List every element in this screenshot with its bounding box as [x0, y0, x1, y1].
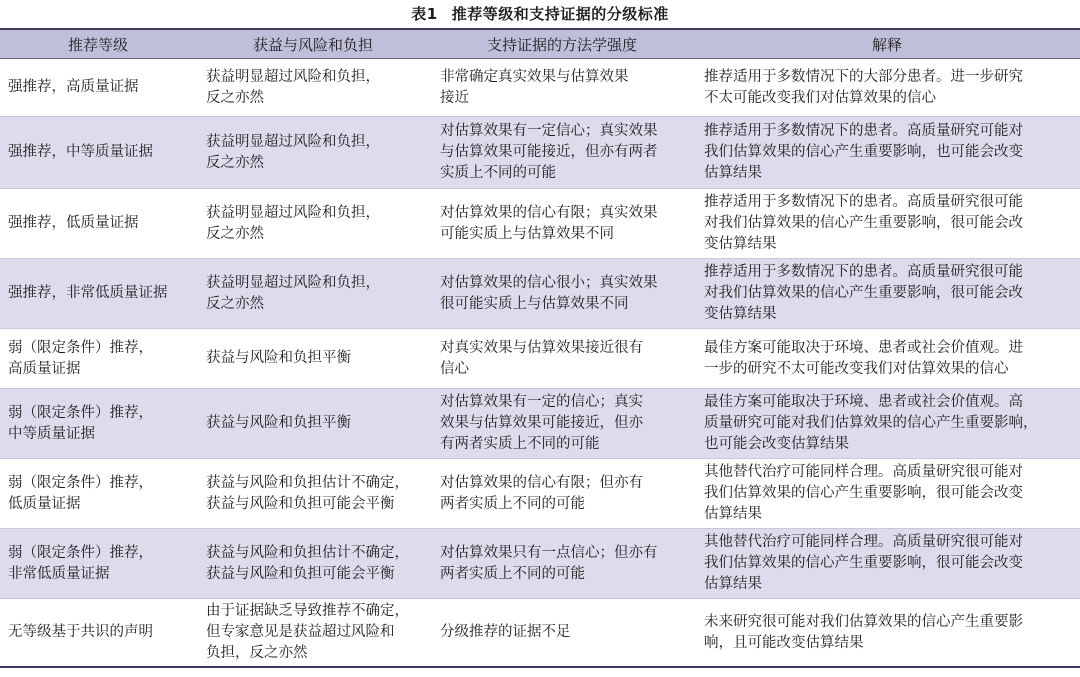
grading-table: [0, 28, 1080, 668]
table-row: [0, 189, 1080, 259]
cell-line: 信心: [440, 360, 469, 377]
cell-line: 低质量证据: [8, 495, 81, 512]
benefit-cell: [196, 329, 430, 389]
cell-line: 获益明显超过风险和负担，: [206, 133, 380, 150]
cell-line: 分级推荐的证据不足: [440, 624, 571, 640]
cell-line: 我们估算效果的信心产生重要影响，也可能会改变: [704, 144, 1023, 160]
cell-line: 一步的研究不太可能改变我们对估算效果的信心: [704, 360, 1009, 377]
evidence-cell: [430, 389, 694, 459]
cell-line: 获益与风险和负担平衡: [206, 350, 351, 366]
cell-line: 也可能会改变估算结果: [704, 436, 849, 452]
evidence-cell: [430, 259, 694, 329]
cell-line: 估算结果: [704, 506, 762, 522]
cell-line: 其他替代治疗可能同样合理。高质量研究很可能对: [704, 534, 1023, 550]
benefit-cell: [196, 189, 430, 259]
cell-line: 获益与风险和负担可能会平衡: [206, 495, 395, 512]
cell-line: 估算结果: [704, 165, 762, 181]
cell-line: 很可能实质上与估算效果不同: [440, 295, 629, 312]
cell-line: 变估算结果: [704, 236, 777, 252]
cell-line: 可能实质上与估算效果不同: [440, 225, 614, 242]
cell-line: 反之亦然: [206, 89, 264, 106]
table-title: 推荐等级和支持证据的分级标准: [451, 5, 669, 23]
header-interpretation: 解释: [694, 29, 1080, 59]
table-caption: [0, 0, 1080, 28]
cell-line: 两者实质上不同的可能: [440, 495, 585, 512]
cell-line: 强推荐，中等质量证据: [8, 144, 153, 160]
grade-cell: [0, 259, 196, 329]
table-body: [0, 59, 1080, 668]
cell-line: 估算结果: [704, 576, 762, 592]
table-number: 表1: [411, 5, 438, 23]
grade-cell: [0, 59, 196, 117]
cell-line: 质量研究可能对我们估算效果的信心产生重要影响，: [704, 415, 1038, 431]
cell-line: 两者实质上不同的可能: [440, 565, 585, 582]
cell-line: 弱（限定条件）推荐，: [8, 544, 153, 561]
interpretation-cell: [694, 529, 1080, 599]
grade-cell: [0, 599, 196, 668]
benefit-cell: [196, 259, 430, 329]
benefit-cell: [196, 459, 430, 529]
cell-line: 获益与风险和负担估计不确定，: [206, 474, 409, 491]
grade-cell: [0, 189, 196, 259]
cell-line: 有两者实质上不同的可能: [440, 436, 600, 452]
evidence-cell: [430, 59, 694, 117]
grade-cell: [0, 117, 196, 189]
benefit-cell: [196, 117, 430, 189]
cell-line: 但专家意见是获益超过风险和: [206, 624, 395, 640]
table-row: [0, 59, 1080, 117]
table-row: [0, 329, 1080, 389]
benefit-cell: [196, 599, 430, 668]
cell-line: 推荐适用于多数情况下的大部分患者。进一步研究: [704, 68, 1023, 85]
cell-line: 获益明显超过风险和负担，: [206, 68, 380, 85]
interpretation-cell: [694, 389, 1080, 459]
cell-line: 中等质量证据: [8, 425, 95, 442]
cell-line: 对我们估算效果的信心产生重要影响，很可能会改: [704, 285, 1023, 301]
cell-line: 负担，反之亦然: [206, 645, 308, 661]
table-row: [0, 599, 1080, 668]
cell-line: 获益明显超过风险和负担，: [206, 204, 380, 221]
cell-line: 获益与风险和负担平衡: [206, 415, 351, 431]
cell-line: 不太可能改变我们对估算效果的信心: [704, 89, 936, 106]
header-grade: 推荐等级: [0, 29, 196, 59]
cell-line: 其他替代治疗可能同样合理。高质量研究很可能对: [704, 464, 1023, 480]
cell-line: 反之亦然: [206, 154, 264, 171]
cell-line: 推荐适用于多数情况下的患者。高质量研究可能对: [704, 123, 1023, 139]
header-row: [0, 29, 1080, 59]
cell-line: 推荐适用于多数情况下的患者。高质量研究很可能: [704, 264, 1023, 280]
benefit-cell: [196, 389, 430, 459]
cell-line: 对估算效果有一定信心；真实效果: [440, 123, 658, 139]
cell-line: 强推荐，低质量证据: [8, 215, 139, 231]
interpretation-cell: [694, 459, 1080, 529]
cell-line: 最佳方案可能取决于环境、患者或社会价值观。高: [704, 394, 1023, 410]
grade-cell: [0, 389, 196, 459]
cell-line: 对估算效果只有一点信心；但亦有: [440, 544, 658, 561]
interpretation-cell: [694, 259, 1080, 329]
cell-line: 推荐适用于多数情况下的患者。高质量研究很可能: [704, 194, 1023, 210]
header-evidence-strength: 支持证据的方法学强度: [430, 29, 694, 59]
interpretation-cell: [694, 329, 1080, 389]
cell-line: 实质上不同的可能: [440, 165, 556, 181]
cell-line: 响，且可能改变估算结果: [704, 634, 864, 651]
table-row: [0, 117, 1080, 189]
cell-line: 无等级基于共识的声明: [8, 624, 153, 640]
cell-line: 弱（限定条件）推荐，: [8, 404, 153, 421]
cell-line: 反之亦然: [206, 295, 264, 312]
cell-line: 由于证据缺乏导致推荐不确定，: [206, 603, 409, 619]
cell-line: 对估算效果有一定的信心；真实: [440, 394, 643, 410]
table-row: [0, 529, 1080, 599]
cell-line: 非常确定真实效果与估算效果: [440, 68, 629, 85]
cell-line: 效果与估算效果可能接近，但亦: [440, 415, 643, 431]
cell-line: 获益与风险和负担可能会平衡: [206, 565, 395, 582]
interpretation-cell: [694, 117, 1080, 189]
table-row: [0, 259, 1080, 329]
evidence-cell: [430, 329, 694, 389]
header-benefit-risk: 获益与风险和负担: [196, 29, 430, 59]
cell-line: 对我们估算效果的信心产生重要影响，很可能会改: [704, 215, 1023, 231]
cell-line: 我们估算效果的信心产生重要影响，很可能会改变: [704, 485, 1023, 501]
cell-line: 对真实效果与估算效果接近很有: [440, 339, 643, 356]
cell-line: 未来研究很可能对我们估算效果的信心产生重要影: [704, 613, 1023, 630]
cell-line: 获益与风险和负担估计不确定，: [206, 544, 409, 561]
cell-line: 获益明显超过风险和负担，: [206, 274, 380, 291]
evidence-cell: [430, 189, 694, 259]
cell-line: 弱（限定条件）推荐，: [8, 339, 153, 356]
evidence-cell: [430, 459, 694, 529]
cell-line: 对估算效果的信心有限；但亦有: [440, 474, 643, 491]
grade-cell: [0, 459, 196, 529]
cell-line: 高质量证据: [8, 360, 81, 377]
cell-line: 非常低质量证据: [8, 565, 110, 582]
grade-cell: [0, 329, 196, 389]
cell-line: 强推荐，非常低质量证据: [8, 285, 168, 301]
benefit-cell: [196, 59, 430, 117]
cell-line: 强推荐，高质量证据: [8, 79, 139, 95]
cell-line: 对估算效果的信心很小；真实效果: [440, 274, 658, 291]
evidence-cell: [430, 117, 694, 189]
evidence-cell: [430, 599, 694, 668]
cell-line: 对估算效果的信心有限；真实效果: [440, 204, 658, 221]
cell-line: 反之亦然: [206, 225, 264, 242]
interpretation-cell: [694, 599, 1080, 668]
benefit-cell: [196, 529, 430, 599]
cell-line: 最佳方案可能取决于环境、患者或社会价值观。进: [704, 339, 1023, 356]
interpretation-cell: [694, 189, 1080, 259]
cell-line: 变估算结果: [704, 306, 777, 322]
evidence-cell: [430, 529, 694, 599]
cell-line: 接近: [440, 89, 469, 106]
cell-line: 与估算效果可能接近，但亦有两者: [440, 144, 658, 160]
interpretation-cell: [694, 59, 1080, 117]
cell-line: 弱（限定条件）推荐，: [8, 474, 153, 491]
table-row: [0, 459, 1080, 529]
grade-cell: [0, 529, 196, 599]
table-row: [0, 389, 1080, 459]
cell-line: 我们估算效果的信心产生重要影响，很可能会改变: [704, 555, 1023, 571]
